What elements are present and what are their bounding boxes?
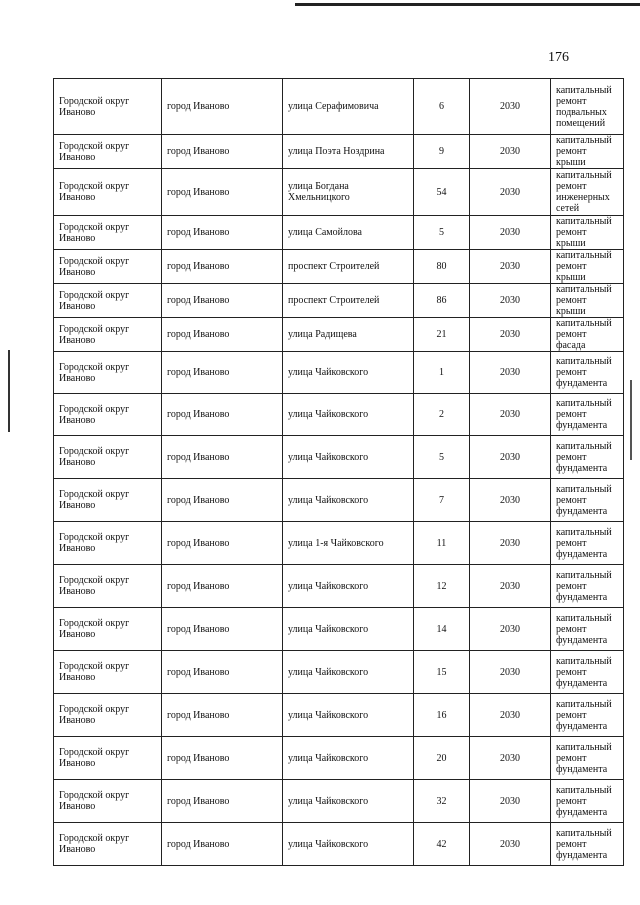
city-cell: город Иваново: [162, 823, 283, 866]
street-cell: улица Чайковского: [283, 352, 414, 394]
street-cell: улица Радищева: [283, 318, 414, 352]
work-type-cell: капитальный ремонт фундамента: [551, 694, 624, 737]
city-cell: город Иваново: [162, 284, 283, 318]
year-cell: 2030: [470, 250, 551, 284]
year-cell: 2030: [470, 135, 551, 169]
year-cell: 2030: [470, 522, 551, 565]
city-cell: город Иваново: [162, 565, 283, 608]
house-number-cell: 21: [414, 318, 470, 352]
house-number-cell: 11: [414, 522, 470, 565]
house-number-cell: 20: [414, 737, 470, 780]
year-cell: 2030: [470, 169, 551, 216]
table-body: [54, 79, 624, 866]
house-number-cell: 7: [414, 479, 470, 522]
year-cell: 2030: [470, 651, 551, 694]
district-cell: Городской округ Иваново: [54, 737, 162, 780]
table-row: [54, 284, 624, 318]
city-cell: город Иваново: [162, 352, 283, 394]
house-number-cell: 16: [414, 694, 470, 737]
work-type-cell: капитальный ремонт крыши: [551, 135, 624, 169]
table-row: [54, 608, 624, 651]
district-cell: Городской округ Иваново: [54, 436, 162, 479]
district-cell: Городской округ Иваново: [54, 565, 162, 608]
year-cell: 2030: [470, 608, 551, 651]
street-cell: улица Чайковского: [283, 436, 414, 479]
scan-margin-mark-right: [630, 380, 632, 460]
year-cell: 2030: [470, 737, 551, 780]
district-cell: Городской округ Иваново: [54, 216, 162, 250]
work-type-cell: капитальный ремонт фундамента: [551, 780, 624, 823]
house-number-cell: 5: [414, 436, 470, 479]
year-cell: 2030: [470, 565, 551, 608]
work-type-cell: капитальный ремонт инженерных сетей: [551, 169, 624, 216]
table-row: [54, 780, 624, 823]
city-cell: город Иваново: [162, 780, 283, 823]
house-number-cell: 5: [414, 216, 470, 250]
district-cell: Городской округ Иваново: [54, 79, 162, 135]
year-cell: 2030: [470, 352, 551, 394]
work-type-cell: капитальный ремонт фундамента: [551, 436, 624, 479]
house-number-cell: 9: [414, 135, 470, 169]
table-row: [54, 169, 624, 216]
year-cell: 2030: [470, 216, 551, 250]
work-type-cell: капитальный ремонт фундамента: [551, 352, 624, 394]
house-number-cell: 14: [414, 608, 470, 651]
city-cell: город Иваново: [162, 169, 283, 216]
year-cell: 2030: [470, 823, 551, 866]
city-cell: город Иваново: [162, 608, 283, 651]
work-type-cell: капитальный ремонт фундамента: [551, 565, 624, 608]
district-cell: Городской округ Иваново: [54, 135, 162, 169]
street-cell: улица Чайковского: [283, 651, 414, 694]
table-row: [54, 651, 624, 694]
district-cell: Городской округ Иваново: [54, 694, 162, 737]
city-cell: город Иваново: [162, 79, 283, 135]
house-number-cell: 12: [414, 565, 470, 608]
street-cell: улица Чайковского: [283, 565, 414, 608]
district-cell: Городской округ Иваново: [54, 780, 162, 823]
year-cell: 2030: [470, 436, 551, 479]
street-cell: улица Поэта Ноздрина: [283, 135, 414, 169]
table-row: [54, 436, 624, 479]
work-type-cell: капитальный ремонт фундамента: [551, 394, 624, 436]
street-cell: улица 1-я Чайковского: [283, 522, 414, 565]
street-cell: улица Серафимовича: [283, 79, 414, 135]
table-row: [54, 135, 624, 169]
city-cell: город Иваново: [162, 135, 283, 169]
city-cell: город Иваново: [162, 216, 283, 250]
district-cell: Городской округ Иваново: [54, 394, 162, 436]
house-number-cell: 6: [414, 79, 470, 135]
street-cell: проспект Строителей: [283, 250, 414, 284]
repair-schedule-table: [53, 78, 624, 866]
city-cell: город Иваново: [162, 479, 283, 522]
district-cell: Городской округ Иваново: [54, 250, 162, 284]
work-type-cell: капитальный ремонт фундамента: [551, 522, 624, 565]
year-cell: 2030: [470, 694, 551, 737]
table-row: [54, 823, 624, 866]
city-cell: город Иваново: [162, 436, 283, 479]
year-cell: 2030: [470, 479, 551, 522]
work-type-cell: капитальный ремонт крыши: [551, 250, 624, 284]
table-row: [54, 250, 624, 284]
city-cell: город Иваново: [162, 318, 283, 352]
city-cell: город Иваново: [162, 250, 283, 284]
house-number-cell: 42: [414, 823, 470, 866]
top-scan-rule: [295, 3, 640, 6]
city-cell: город Иваново: [162, 737, 283, 780]
district-cell: Городской округ Иваново: [54, 479, 162, 522]
table-row: [54, 479, 624, 522]
table-row: [54, 694, 624, 737]
table-row: [54, 565, 624, 608]
city-cell: город Иваново: [162, 694, 283, 737]
house-number-cell: 86: [414, 284, 470, 318]
house-number-cell: 32: [414, 780, 470, 823]
house-number-cell: 54: [414, 169, 470, 216]
street-cell: улица Чайковского: [283, 608, 414, 651]
work-type-cell: капитальный ремонт крыши: [551, 284, 624, 318]
table-row: [54, 318, 624, 352]
year-cell: 2030: [470, 284, 551, 318]
house-number-cell: 2: [414, 394, 470, 436]
street-cell: улица Самойлова: [283, 216, 414, 250]
city-cell: город Иваново: [162, 394, 283, 436]
street-cell: улица Чайковского: [283, 823, 414, 866]
work-type-cell: капитальный ремонт фасада: [551, 318, 624, 352]
district-cell: Городской округ Иваново: [54, 823, 162, 866]
work-type-cell: капитальный ремонт фундамента: [551, 651, 624, 694]
street-cell: проспект Строителей: [283, 284, 414, 318]
district-cell: Городской округ Иваново: [54, 522, 162, 565]
district-cell: Городской округ Иваново: [54, 608, 162, 651]
table-row: [54, 522, 624, 565]
work-type-cell: капитальный ремонт фундамента: [551, 608, 624, 651]
year-cell: 2030: [470, 780, 551, 823]
table-row: [54, 394, 624, 436]
work-type-cell: капитальный ремонт фундамента: [551, 479, 624, 522]
street-cell: улица Чайковского: [283, 780, 414, 823]
table-row: [54, 737, 624, 780]
year-cell: 2030: [470, 394, 551, 436]
work-type-cell: капитальный ремонт фундамента: [551, 823, 624, 866]
district-cell: Городской округ Иваново: [54, 284, 162, 318]
city-cell: город Иваново: [162, 522, 283, 565]
district-cell: Городской округ Иваново: [54, 352, 162, 394]
table-row: [54, 216, 624, 250]
district-cell: Городской округ Иваново: [54, 318, 162, 352]
scan-margin-mark-left: [8, 350, 10, 432]
year-cell: 2030: [470, 318, 551, 352]
street-cell: улица Богдана Хмельницкого: [283, 169, 414, 216]
street-cell: улица Чайковского: [283, 479, 414, 522]
table-row: [54, 352, 624, 394]
city-cell: город Иваново: [162, 651, 283, 694]
table-row: [54, 79, 624, 135]
year-cell: 2030: [470, 79, 551, 135]
work-type-cell: капитальный ремонт фундамента: [551, 737, 624, 780]
house-number-cell: 15: [414, 651, 470, 694]
district-cell: Городской округ Иваново: [54, 169, 162, 216]
street-cell: улица Чайковского: [283, 737, 414, 780]
page-number: 176: [548, 50, 569, 65]
house-number-cell: 80: [414, 250, 470, 284]
work-type-cell: капитальный ремонт крыши: [551, 216, 624, 250]
district-cell: Городской округ Иваново: [54, 651, 162, 694]
street-cell: улица Чайковского: [283, 394, 414, 436]
house-number-cell: 1: [414, 352, 470, 394]
street-cell: улица Чайковского: [283, 694, 414, 737]
work-type-cell: капитальный ремонт подвальных помещений: [551, 79, 624, 135]
